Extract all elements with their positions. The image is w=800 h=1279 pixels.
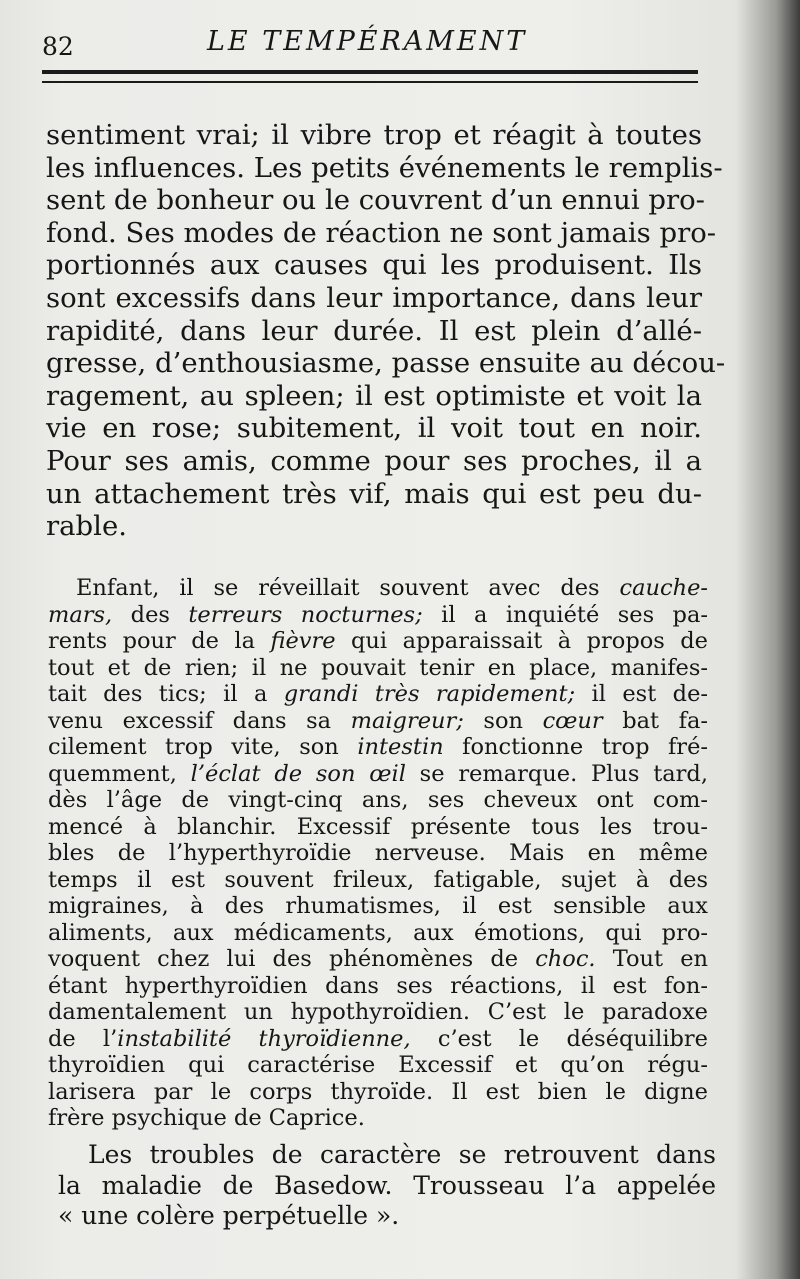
text-run: bles de l’hyperthyroïdie nerveuse. Mais en même bbox=[48, 840, 708, 866]
text-run: son bbox=[463, 707, 543, 734]
text-line: sont excessifs dans leur importance, dans leur bbox=[46, 281, 702, 314]
italic-run: mars, bbox=[48, 601, 113, 628]
text-run: dès l’âge de vingt-cinq ans, ses cheveux ont com- bbox=[48, 787, 708, 813]
italic-run: terreurs nocturnes; bbox=[188, 601, 423, 628]
text-run: migraines, à des rhumatismes, il est sensible aux bbox=[48, 893, 708, 919]
text-line: « une colère perpétuelle ». bbox=[58, 1201, 400, 1230]
italic-run: instabilité thyroïdienne, bbox=[117, 1025, 411, 1052]
italic-run: maigreur; bbox=[350, 707, 464, 734]
page-number: 82 bbox=[42, 32, 74, 61]
text-line bbox=[48, 708, 708, 735]
text-run: aliments, aux médicaments, aux émotions, qui pro- bbox=[48, 919, 708, 946]
paragraph-1 bbox=[46, 119, 726, 543]
text-line: portionnés aux causes qui les produisent. Ils bbox=[46, 249, 702, 282]
text-line bbox=[48, 1026, 708, 1053]
text-run: mencé à blanchir. Excessif présente tous les trou- bbox=[48, 813, 708, 840]
text-line: un attachement très vif, mais qui est peu du- bbox=[46, 477, 702, 510]
text-line bbox=[48, 761, 708, 788]
text-line bbox=[48, 814, 708, 841]
text-run: larisera par le corps thyroïde. Il est bien le digne bbox=[48, 1078, 708, 1105]
text-run: tout et de rien; il ne pouvait tenir en place, manifes- bbox=[48, 654, 708, 681]
text-line: sentiment vrai; il vibre trop et réagit à toutes bbox=[46, 119, 702, 151]
text-line: la maladie de Basedow. Trousseau l’a appelée bbox=[58, 1170, 716, 1200]
text-line: rapidité, dans leur durée. Il est plein d’allé- bbox=[46, 314, 702, 347]
text-line bbox=[48, 575, 708, 602]
text-run: Enfant, il se réveillait souvent avec des bbox=[76, 575, 620, 601]
text-line: ragement, au spleen; il est optimiste et voit la bbox=[46, 379, 702, 412]
running-title: LE TEMPÉRAMENT bbox=[207, 26, 528, 57]
running-head bbox=[42, 22, 702, 62]
text-line bbox=[48, 973, 708, 1000]
text-run: Tout en bbox=[595, 946, 709, 972]
header-rule-thick bbox=[42, 70, 698, 74]
text-line: rable. bbox=[46, 510, 127, 543]
text-run: temps il est souvent frileux, fatigable, sujet à des bbox=[48, 866, 708, 893]
text-line: sent de bonheur ou le couvrent d’un ennui pro- bbox=[46, 184, 705, 217]
text-line bbox=[48, 628, 708, 655]
text-line: Pour ses amis, comme pour ses proches, il a bbox=[46, 444, 702, 477]
text-run: fonctionne trop fré- bbox=[443, 734, 708, 760]
text-line bbox=[48, 734, 708, 761]
text-run: rents pour de la bbox=[48, 628, 271, 654]
text-run: damentalement un hypothyroïdien. C’est le paradoxe bbox=[48, 999, 708, 1025]
header-rule-thin bbox=[42, 81, 698, 83]
text-line: fond. Ses modes de réaction ne sont jamais pro- bbox=[46, 216, 717, 249]
text-line: les influences. Les petits événements le remplis- bbox=[46, 151, 723, 184]
text-line bbox=[48, 920, 708, 947]
text-run: cilement trop vite, son bbox=[48, 734, 358, 760]
text-run: il a inquiété ses pa- bbox=[422, 601, 708, 628]
text-run: de l’ bbox=[48, 1025, 118, 1052]
text-line bbox=[48, 946, 708, 973]
paragraph-3 bbox=[58, 1140, 716, 1232]
text-line bbox=[48, 1105, 708, 1132]
text-line bbox=[48, 867, 708, 894]
text-run: des bbox=[112, 601, 189, 628]
text-run: qui apparaissait à propos de bbox=[335, 628, 708, 654]
text-line: gresse, d’enthousiasme, passe ensuite au décou- bbox=[46, 347, 726, 380]
text-line bbox=[48, 655, 708, 682]
text-run: quemment, bbox=[48, 760, 191, 787]
text-line bbox=[48, 787, 708, 814]
text-run: étant hyperthyroïdien dans ses réactions, il est fon- bbox=[48, 972, 708, 999]
text-line: vie en rose; subitement, il voit tout en noir. bbox=[46, 412, 702, 445]
text-run: se remarque. Plus tard, bbox=[405, 760, 708, 787]
text-run: c’est le déséquilibre bbox=[410, 1025, 708, 1052]
text-run: thyroïdien qui caractérise Excessif et qu’on régu- bbox=[48, 1052, 708, 1078]
text-line bbox=[48, 681, 708, 708]
text-run: venu excessif dans sa bbox=[48, 707, 351, 734]
text-line bbox=[48, 999, 708, 1026]
text-run: bat fa- bbox=[602, 707, 708, 734]
text-line bbox=[48, 1052, 708, 1079]
text-run: frère psychique de Caprice. bbox=[48, 1105, 365, 1131]
text-line bbox=[48, 602, 708, 629]
italic-run: cauche- bbox=[619, 575, 708, 601]
italic-run: cœur bbox=[542, 707, 603, 734]
italic-run: grandi très rapidement; bbox=[283, 681, 576, 707]
text-line bbox=[48, 840, 708, 867]
italic-run: fièvre bbox=[270, 628, 336, 654]
text-line: Les troubles de caractère se retrouvent dans bbox=[88, 1140, 716, 1169]
italic-run: intestin bbox=[357, 734, 444, 760]
text-run: voquent chez lui des phénomènes de bbox=[48, 946, 536, 972]
text-run: il est de- bbox=[575, 681, 708, 707]
paragraph-2 bbox=[48, 575, 708, 1132]
text-run: tait des tics; il a bbox=[48, 681, 284, 707]
text-line bbox=[48, 1079, 708, 1106]
italic-run: choc. bbox=[535, 946, 596, 972]
italic-run: l’éclat de son œil bbox=[190, 760, 406, 787]
text-line bbox=[48, 893, 708, 920]
